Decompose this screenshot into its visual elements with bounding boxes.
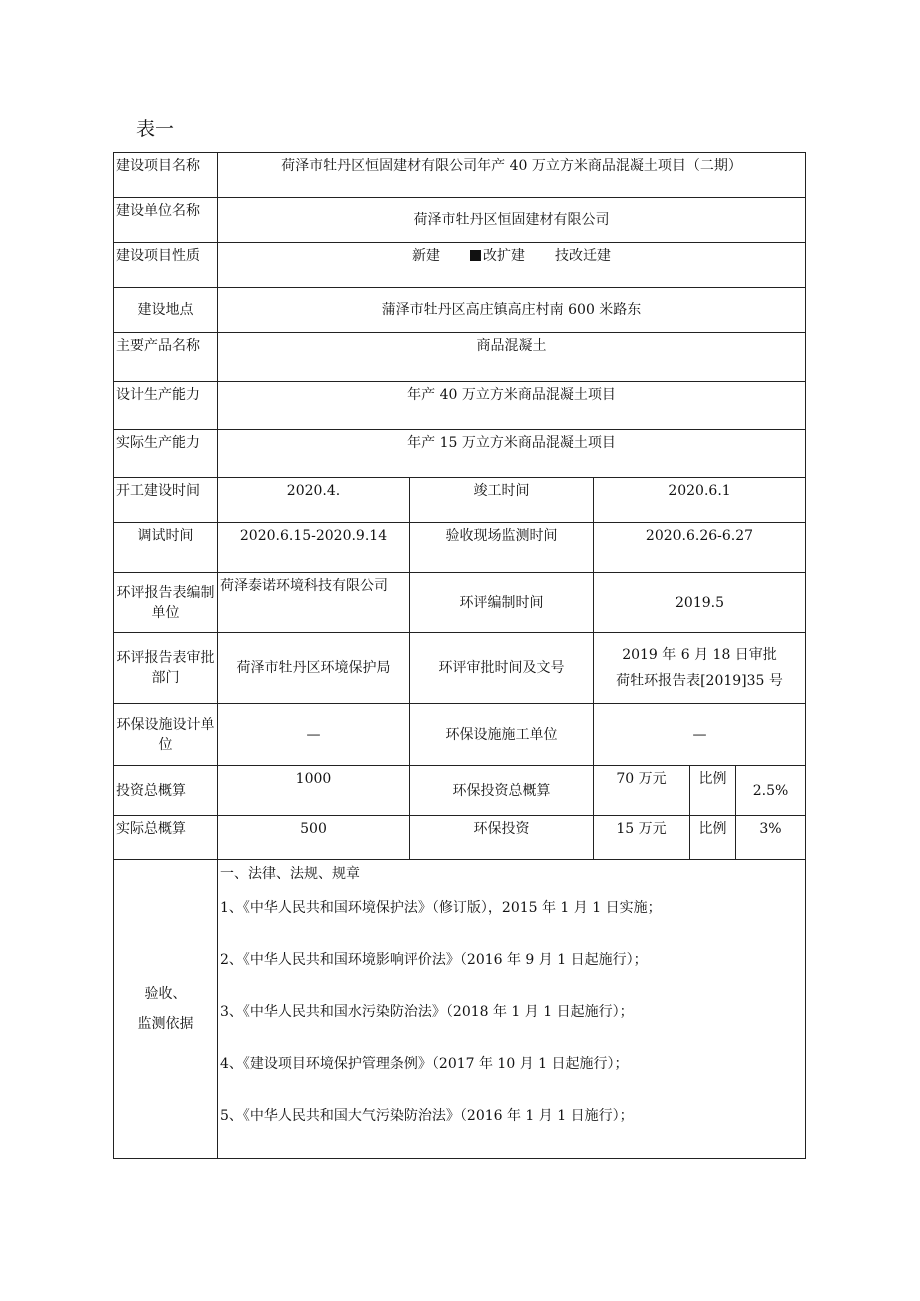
actual-env-investment-label: 环保投资 (410, 816, 594, 860)
nature-option-expand: 改扩建 (483, 248, 525, 264)
location-value: 蒲泽市牡丹区高庄镇高庄村南 600 米路东 (218, 288, 806, 333)
env-investment-value: 70 万元 (594, 766, 690, 816)
completion-time-label: 竣工时间 (410, 478, 594, 523)
eia-unit-label: 环评报告表编制单位 (114, 573, 218, 633)
basis-list (218, 860, 806, 1159)
nature-option-relocate: 技改迁建 (555, 248, 611, 264)
checked-box-icon (470, 250, 481, 261)
basis-heading: 一、法律、法规、规章 (220, 866, 360, 882)
actual-capacity-value: 年产 15 万立方米商品混凝土项目 (218, 430, 806, 478)
row-investment (114, 766, 806, 816)
product-label: 主要产品名称 (114, 333, 218, 382)
eia-unit-value: 荷泽泰诺环境科技有限公司 (218, 573, 410, 633)
basis-item: 4、《建设项目环境保护管理条例》（2017 年 10 月 1 日起施行）； (220, 1056, 629, 1072)
actual-ratio-label: 比例 (690, 816, 736, 860)
eia-time-value: 2019.5 (594, 573, 806, 633)
basis-item: 2、《中华人民共和国环境影响评价法》（2016 年 9 月 1 日起施行）； (220, 952, 648, 968)
row-design-unit (114, 704, 806, 766)
monitoring-time-value: 2020.6.26-6.27 (594, 523, 806, 573)
row-project-name (114, 153, 806, 198)
row-actual-investment (114, 816, 806, 860)
eia-approval-time-value (594, 633, 806, 704)
actual-investment-value: 500 (218, 816, 410, 860)
row-basis (114, 860, 806, 1159)
construction-unit-value: — (594, 704, 806, 766)
row-product (114, 333, 806, 382)
design-unit-value: — (218, 704, 410, 766)
basis-item: 5、《中华人民共和国大气污染防治法》（2016 年 1 月 1 日施行）； (220, 1108, 634, 1124)
location-label: 建设地点 (114, 288, 218, 333)
basis-label (114, 860, 218, 1159)
start-time-value: 2020.4. (218, 478, 410, 523)
monitoring-time-label: 验收现场监测时间 (410, 523, 594, 573)
investment-value: 1000 (218, 766, 410, 816)
basis-label-line2: 监测依据 (137, 1016, 194, 1032)
debug-time-label: 调试时间 (114, 523, 218, 573)
construction-unit-label: 环保设施施工单位 (410, 704, 594, 766)
unit-name-value: 荷泽市牡丹区恒固建材有限公司 (218, 198, 806, 243)
project-name-label: 建设项目名称 (114, 153, 218, 198)
row-debug-time (114, 523, 806, 573)
design-capacity-label: 设计生产能力 (114, 382, 218, 430)
row-design-capacity (114, 382, 806, 430)
completion-time-value: 2020.6.1 (594, 478, 806, 523)
product-value: 商品混凝土 (218, 333, 806, 382)
eia-time-label: 环评编制时间 (410, 573, 594, 633)
approval-doc-number: 荷牡环报告表[2019]35 号 (616, 673, 783, 689)
basis-item: 3、《中华人民共和国水污染防治法》（2018 年 1 月 1 日起施行）； (220, 1004, 634, 1020)
design-capacity-value: 年产 40 万立方米商品混凝土项目 (218, 382, 806, 430)
eia-approval-time-label: 环评审批时间及文号 (410, 633, 594, 704)
nature-option-new: 新建 (412, 248, 440, 264)
row-actual-capacity (114, 430, 806, 478)
project-name-value: 荷泽市牡丹区恒固建材有限公司年产 40 万立方米商品混凝土项目（二期） (218, 153, 806, 198)
design-unit-label: 环保设施设计单位 (114, 704, 218, 766)
eia-approval-value: 荷泽市牡丹区环境保护局 (218, 633, 410, 704)
basis-label-line1: 验收、 (144, 986, 187, 1002)
basis-item: 1、《中华人民共和国环境保护法》（修订版），2015 年 1 月 1 日实施； (220, 900, 662, 916)
debug-time-value: 2020.6.15-2020.9.14 (218, 523, 410, 573)
unit-name-label: 建设单位名称 (114, 198, 218, 243)
approval-date: 2019 年 6 月 18 日审批 (622, 647, 777, 663)
row-eia-approval (114, 633, 806, 704)
investment-label: 投资总概算 (114, 766, 218, 816)
actual-capacity-label: 实际生产能力 (114, 430, 218, 478)
env-investment-label: 环保投资总概算 (410, 766, 594, 816)
project-info-table (113, 152, 806, 1159)
investment-ratio-label: 比例 (690, 766, 736, 816)
actual-ratio-value: 3% (736, 816, 806, 860)
row-nature (114, 243, 806, 288)
row-unit-name (114, 198, 806, 243)
start-time-label: 开工建设时间 (114, 478, 218, 523)
investment-ratio-value: 2.5% (736, 766, 806, 816)
row-location (114, 288, 806, 333)
row-start-time (114, 478, 806, 523)
actual-env-investment-value: 15 万元 (594, 816, 690, 860)
actual-investment-label: 实际总概算 (114, 816, 218, 860)
page-heading: 表一 (136, 118, 175, 140)
eia-approval-label: 环评报告表审批部门 (114, 633, 218, 704)
nature-options (218, 243, 806, 288)
nature-label: 建设项目性质 (114, 243, 218, 288)
row-eia-unit (114, 573, 806, 633)
